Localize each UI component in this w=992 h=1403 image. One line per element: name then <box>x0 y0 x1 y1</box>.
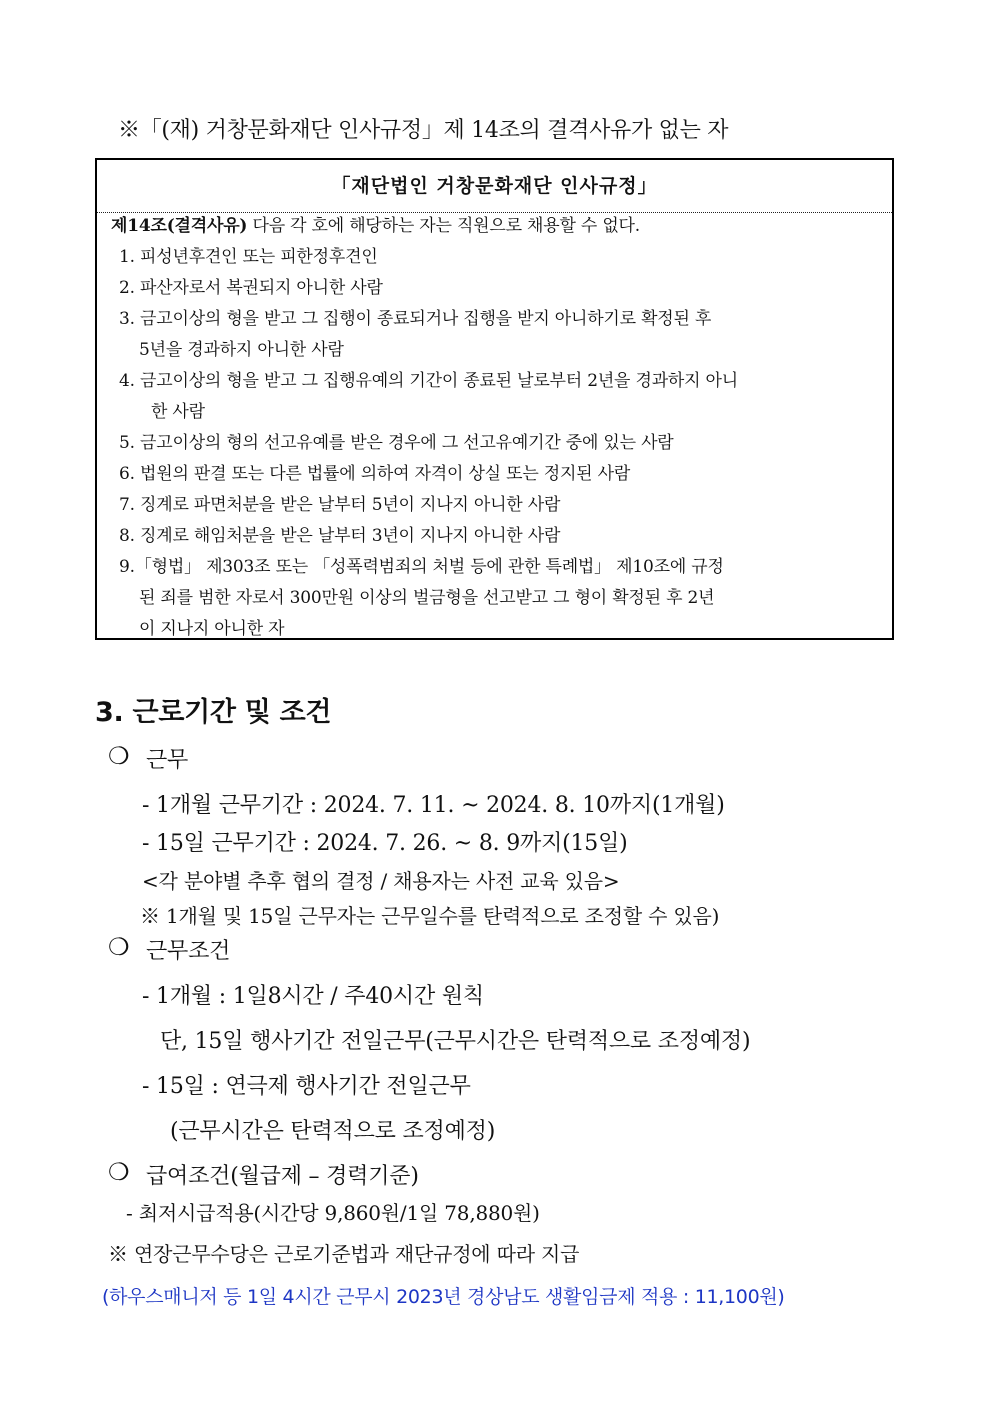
list-item: 3. 금고이상의 형을 받고 그 집행이 종료되거나 집행을 받지 아니하기로 확정된 후 <box>119 309 712 329</box>
conditions-line: - 1개월 : 1일8시간 / 주40시간 원칙 <box>142 984 484 1009</box>
bullet-icon: ❍ <box>108 1158 130 1186</box>
work-line: <각 분야별 추후 협의 결정 / 채용자는 사전 교육 있음> <box>142 869 620 893</box>
list-item: 5. 금고이상의 형의 선고유예를 받은 경우에 그 선고유예기간 중에 있는 사람 <box>119 433 674 453</box>
regulation-title: 「재단법인 거창문화재단 인사규정」 <box>97 160 892 213</box>
article-head: 제14조(결격사유) <box>111 216 248 236</box>
list-item: 4. 금고이상의 형을 받고 그 집행유예의 기간이 종료된 날로부터 2년을 경과하지 아니 <box>119 371 739 391</box>
list-item-cont: 5년을 경과하지 아니한 사람 <box>139 340 344 360</box>
conditions-line: (근무시간은 탄력적으로 조정예정) <box>170 1119 496 1144</box>
list-item: 9.「형법」 제303조 또는 「성폭력범죄의 처벌 등에 관한 특례법」 제10조에 규정 <box>119 557 724 577</box>
overtime-note: ※ 연장근무수당은 근로기준법과 재단규정에 따라 지급 <box>108 1242 580 1266</box>
living-wage-note: (하우스매니저 등 1일 4시간 근무시 2023년 경상남도 생활임금제 적용 : 11,100원) <box>102 1286 785 1308</box>
bullet-icon: ❍ <box>108 933 130 961</box>
work-line: - 15일 근무기간 : 2024. 7. 26. ~ 8. 9까지(15일) <box>142 831 628 856</box>
work-line: - 1개월 근무기간 : 2024. 7. 11. ~ 2024. 8. 10까지(1개월) <box>142 793 725 818</box>
list-item: 8. 징계로 해임처분을 받은 날부터 3년이 지나지 아니한 사람 <box>119 526 561 546</box>
list-item: 6. 법원의 판결 또는 다른 법률에 의하여 자격이 상실 또는 정지된 사람 <box>119 464 631 484</box>
list-item: 2. 파산자로서 복권되지 아니한 사람 <box>119 278 383 298</box>
article-text: 다음 각 호에 해당하는 자는 직원으로 채용할 수 없다. <box>247 216 640 236</box>
eligibility-intro: ※「(재) 거창문화재단 인사규정」제 14조의 결격사유가 없는 자 <box>118 118 729 143</box>
conditions-line: 단, 15일 행사기간 전일근무(근무시간은 탄력적으로 조정예정) <box>160 1029 751 1054</box>
pay-line: - 최저시급적용(시간당 9,860원/1일 78,880원) <box>126 1201 540 1225</box>
list-item-cont: 된 죄를 범한 자로서 300만원 이상의 벌금형을 선고받고 그 형이 확정된 후 2년 <box>139 588 715 608</box>
regulation-box <box>95 158 894 640</box>
section-title: 3. 근로기간 및 조건 <box>95 697 332 728</box>
list-item-cont: 이 지나지 아니한 자 <box>139 619 285 639</box>
list-item: 7. 징계로 파면처분을 받은 날부터 5년이 지나지 아니한 사람 <box>119 495 561 515</box>
pay-label: 급여조건(월급제 – 경력기준) <box>146 1164 419 1189</box>
bullet-icon: ❍ <box>108 742 130 770</box>
conditions-line: - 15일 : 연극제 행사기간 전일근무 <box>142 1074 471 1099</box>
conditions-label: 근무조건 <box>146 939 231 964</box>
list-item: 1. 피성년후견인 또는 피한정후견인 <box>119 247 378 267</box>
article-line <box>111 214 640 238</box>
work-label: 근무 <box>146 748 189 773</box>
work-note: ※ 1개월 및 15일 근무자는 근무일수를 탄력적으로 조정할 수 있음) <box>140 904 720 928</box>
list-item-cont: 한 사람 <box>151 402 205 422</box>
